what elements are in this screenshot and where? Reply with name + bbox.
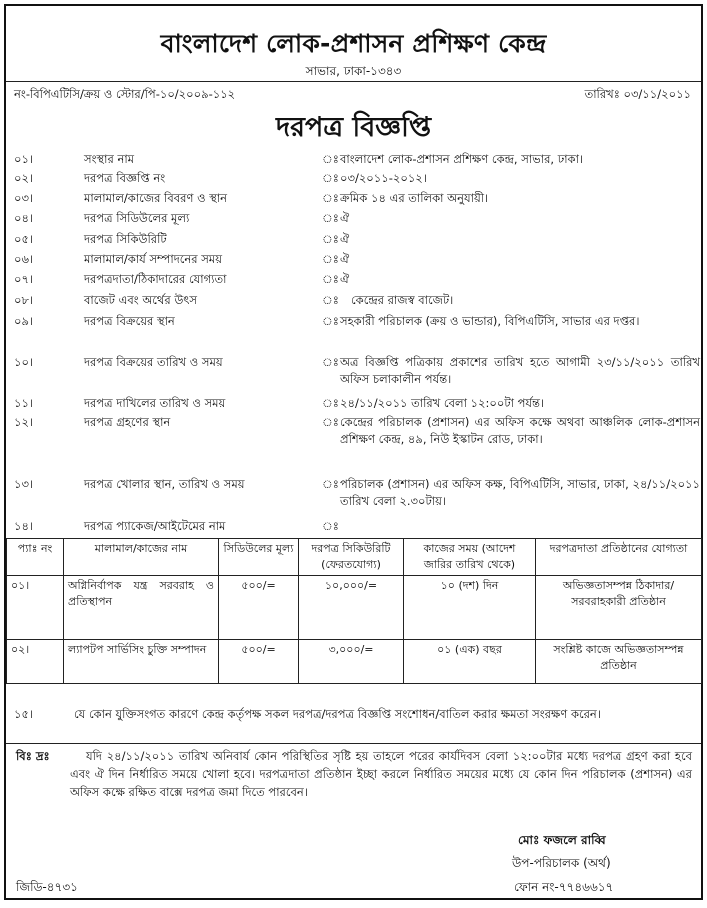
tender-security: ৩,০০০/= bbox=[299, 640, 404, 684]
item-colon: ঃ bbox=[322, 252, 339, 266]
divider bbox=[6, 81, 701, 82]
item-colon: ঃ bbox=[322, 314, 339, 328]
item-label: দরপত্র বিক্রয়ের তারিখ ও সময় bbox=[84, 355, 223, 369]
item-value: ঐ bbox=[340, 232, 350, 246]
item-number: ০১। bbox=[14, 152, 34, 166]
item-value: পরিচালক (প্রশাসন) এর অফিস কক্ষ, বিপিএটিসি, সাভার, ঢাকা, ২৪/১১/২০১১ তারিখ বেলা ২.৩০টায়। bbox=[340, 477, 700, 508]
item-number: ১১। bbox=[14, 396, 34, 410]
item-number: ০৩। bbox=[14, 191, 34, 205]
item-value: সহকারী পরিচালক (ক্রয় ও ভান্ডার), বিপিএটিসি, সাভার এর দপ্তর। bbox=[340, 314, 640, 328]
item-label: সংস্থার নাম bbox=[84, 152, 135, 166]
item-label: দরপত্র খোলার স্থান, তারিখ ও সময় bbox=[84, 477, 245, 491]
item-value: অত্র বিজ্ঞপ্তি পত্রিকায় প্রকাশের তারিখ হতে আগামী ২৩/১১/২০১১ তারিখ অফিস চলাকালীন পর্যন্ত। bbox=[340, 355, 700, 386]
item-label: দরপত্র বিক্রয়ের স্থান bbox=[84, 314, 175, 328]
package-number: ০১। bbox=[7, 576, 64, 640]
tender-security: ১০,০০০/= bbox=[299, 576, 404, 640]
table-header: সিডিউলের মূল্য bbox=[219, 539, 299, 576]
tender-notice-page bbox=[4, 4, 703, 900]
item-15-text: যে কোন যুক্তিসংগত কারণে কেন্দ্র কর্তৃপক্ষ সকল দরপত্র/দরপত্র বিজ্ঞপ্তি সংশোধন/বাতিল করার ক্ষমতা সংরক্ষণ করেন। bbox=[74, 707, 601, 721]
signatory-name: মোঃ ফজলে রাব্বি bbox=[518, 833, 606, 847]
notice-title: দরপত্র বিজ্ঞপ্তি bbox=[275, 112, 432, 143]
qualification: সংশ্লিষ্ট কাজে অভিজ্ঞতাসম্পন্ন প্রতিষ্ঠান bbox=[536, 640, 702, 684]
item-number: ১৪। bbox=[14, 519, 34, 533]
note-text: যদি ২৪/১১/২০১১ তারিখ অনিবার্য কোন পরিস্থিতির সৃষ্টি হয় তাহলে পরের কার্যদিবস বেলা ১২:০০টার মধ্যে দরপত্র গ্রহণ করা হবে এবং ঐ দিন নির্ধারিত সময়ে খোলা হবে। দরপত্রদাতা প্রতিষ্ঠান ইচ্ছা করলে নির্ধারিত সময়ের মধ্যে যে কোন দিন পরিচালক (প্রশাসন) এর অফিস কক্ষে রক্ষিত বাক্সে দরপত্র জমা দিতে পারবেন। bbox=[70, 749, 692, 799]
table-row bbox=[7, 640, 702, 684]
item-colon: ঃ bbox=[322, 477, 339, 491]
item-colon: ঃ bbox=[322, 152, 339, 166]
package-name: অগ্নিনির্বাপক যন্ত্র সরবরাহ ও প্রতিস্থাপন bbox=[64, 576, 219, 640]
item-number: ১২। bbox=[14, 415, 34, 429]
item-label: দরপত্র প্যাকেজ/আইটেমের নাম bbox=[84, 519, 226, 533]
item-number: ০২। bbox=[14, 171, 34, 185]
item-colon: ঃ bbox=[322, 293, 339, 307]
item-value: ঐ bbox=[340, 252, 350, 266]
item-label: দরপত্র সিডিউলের মূল্য bbox=[84, 211, 190, 225]
item-value: বাংলাদেশ লোক-প্রশাসন প্রশিক্ষণ কেন্দ্র, সাভার, ঢাকা। bbox=[340, 152, 584, 166]
item-label: দরপত্র দাখিলের তারিখ ও সময় bbox=[84, 396, 226, 410]
item-value: কেন্দ্রের রাজস্ব বাজেট। bbox=[351, 293, 454, 307]
item-colon: ঃ bbox=[322, 415, 339, 429]
work-duration: ১০ (দশ) দিন bbox=[404, 576, 536, 640]
table-header: কাজের সময় (আদেশ জারির তারিখ থেকে) bbox=[404, 539, 536, 576]
item-label: মালামাল/কাজের বিবরণ ও স্থান bbox=[84, 191, 228, 205]
schedule-price: ৫০০/= bbox=[219, 576, 299, 640]
notice-date: তারিখঃ ০৩/১১/২০১১ bbox=[584, 87, 691, 101]
item-label: বাজেট এবং অর্থের উৎস bbox=[84, 293, 198, 307]
package-number: ০২। bbox=[7, 640, 64, 684]
item-number: ১০। bbox=[14, 355, 34, 369]
item-colon: ঃ bbox=[322, 272, 339, 286]
signatory-designation: উপ-পরিচালক (অর্থ) bbox=[512, 856, 611, 870]
schedule-price: ৫০০/= bbox=[219, 640, 299, 684]
table-header: দরপত্র সিকিউরিটি (ফেরতযোগ্য) bbox=[299, 539, 404, 576]
item-number: ১৫। bbox=[14, 707, 34, 721]
item-value: ক্রমিক ১৪ এর তালিকা অনুযায়ী। bbox=[340, 191, 489, 205]
item-label: দরপত্র গ্রহণের স্থান bbox=[84, 415, 171, 429]
divider bbox=[6, 743, 701, 744]
item-number: ০৯। bbox=[14, 314, 34, 328]
work-duration: ০১ (এক) বছর bbox=[404, 640, 536, 684]
note-label: বিঃ দ্রঃ bbox=[16, 749, 50, 763]
item-label: দরপত্রদাতা/ঠিকাদারের যোগ্যতা bbox=[84, 272, 227, 286]
table-header-row bbox=[7, 539, 702, 576]
table-row bbox=[7, 576, 702, 640]
item-label: দরপত্র সিকিউরিটি bbox=[84, 232, 167, 246]
item-value: ০৩/২০১১-২০১২। bbox=[340, 171, 427, 185]
item-number: ০৪। bbox=[14, 211, 34, 225]
item-number: ০৮। bbox=[14, 293, 34, 307]
package-table bbox=[6, 538, 702, 684]
item-value: ঐ bbox=[340, 211, 350, 225]
item-number: ০৭। bbox=[14, 272, 34, 286]
item-value: কেন্দ্রের পরিচালক (প্রশাসন) এর অফিস কক্ষে অথবা আঞ্চলিক লোক-প্রশাসন প্রশিক্ষণ কেন্দ্র, ৪৯, নিউ ইস্কাটন রোড, ঢাকা। bbox=[340, 415, 700, 446]
item-label: দরপত্র বিজ্ঞপ্তি নং bbox=[84, 171, 166, 185]
package-name: ল্যাপটপ সার্ভিসিং চুক্তি সম্পাদন bbox=[64, 640, 219, 684]
item-colon: ঃ bbox=[322, 211, 339, 225]
item-value: ঐ bbox=[340, 272, 350, 286]
item-colon: ঃ bbox=[322, 191, 339, 205]
item-colon: ঃ bbox=[322, 171, 339, 185]
memo-number: নং-বিপিএটিসি/ক্রয় ও স্টোর/পি-১০/২০০৯-১১২ bbox=[14, 87, 236, 101]
item-number: ০৫। bbox=[14, 232, 34, 246]
item-colon: ঃ bbox=[322, 232, 339, 246]
item-colon: ঃ bbox=[322, 519, 339, 533]
item-number: ০৬। bbox=[14, 252, 34, 266]
item-colon: ঃ bbox=[322, 396, 339, 410]
org-address: সাভার, ঢাকা-১৩৪৩ bbox=[305, 64, 402, 78]
table-header: মালামাল/কাজের নাম bbox=[64, 539, 219, 576]
item-value: ২৪/১১/২০১১ তারিখ বেলা ১২:০০টা পর্যন্ত। bbox=[340, 396, 545, 410]
table-header: দরপত্রদাতা প্রতিষ্ঠানের যোগ্যতা bbox=[536, 539, 702, 576]
item-colon: ঃ bbox=[322, 355, 339, 369]
item-number: ১৩। bbox=[14, 477, 34, 491]
gd-number: জিডি-৪৭৩১ bbox=[16, 880, 78, 894]
org-name: বাংলাদেশ লোক-প্রশাসন প্রশিক্ষণ কেন্দ্র bbox=[160, 29, 547, 58]
item-label: মালামাল/কার্য সম্পাদনের সময় bbox=[84, 252, 222, 266]
table-header: প্যাঃ নং bbox=[7, 539, 64, 576]
phone-number: ফোন নং-৭৭৪৬৬১৭ bbox=[514, 880, 614, 894]
qualification: অভিজ্ঞতাসম্পন্ন ঠিকাদার/সরবরাহকারী প্রতিষ্ঠান bbox=[536, 576, 702, 640]
